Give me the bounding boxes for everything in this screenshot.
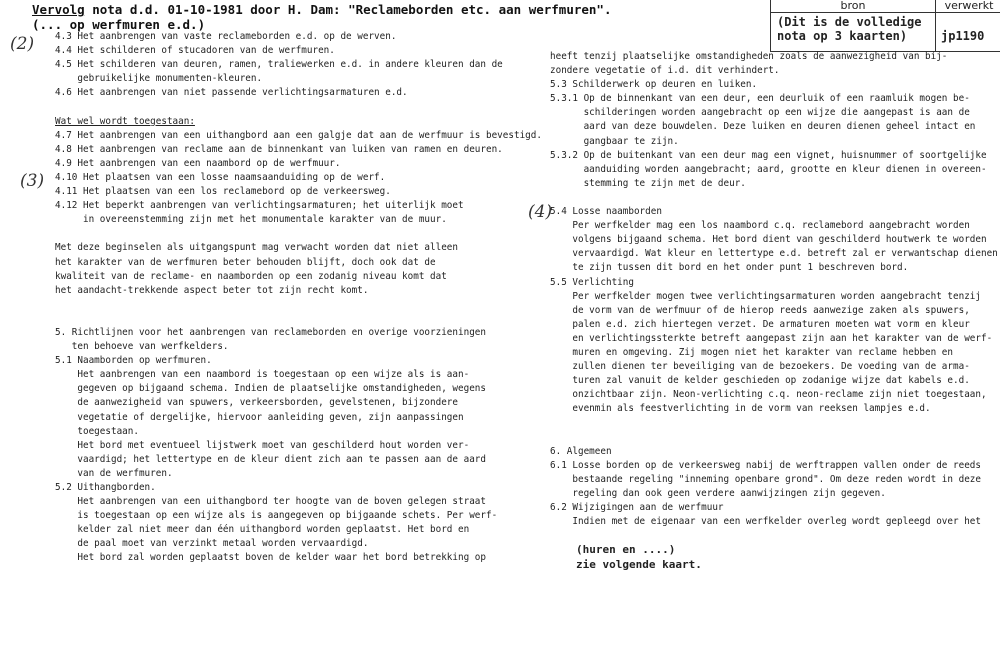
right-column-line: vervaardigd. Wat kleur en lettertype e.d. betreft zal er verwantschap dienen: [550, 248, 998, 260]
left-column-line: Wat wel wordt toegestaan:: [55, 115, 195, 127]
source-box-divider-h: [771, 12, 1000, 13]
source-box-verwerkt-label: verwerkt: [944, 0, 994, 12]
left-column-line: Met deze beginselen als uitgangspunt mag verwacht worden dat niet alleen: [55, 242, 458, 254]
right-column-line: evenmin als feestverlichting in de vorm van reeksen lampjes e.d.: [550, 403, 931, 415]
right-column-line: palen e.d. zich hiertegen verzet. De armaturen moeten wat vorm en kleur: [550, 318, 970, 330]
right-column-line: bestaande regeling "inneming openbare grond". Om deze reden wordt in deze: [550, 473, 981, 485]
left-column-line: [55, 100, 542, 114]
left-column-line: kwaliteit van de reclame- en naamborden op een zodanig niveau komt dat: [55, 270, 447, 282]
left-column-line: [55, 298, 542, 312]
left-column-line: de paal moet van verzinkt metaal worden vervaardigd.: [55, 538, 369, 550]
left-column-line: van de werfmuren.: [55, 467, 173, 479]
left-column: [55, 30, 542, 566]
left-column-line: vegetatie of dergelijke, hiervoor aanleiding geven, zijn aanpassingen: [55, 411, 464, 423]
right-column-line: 6.2 Wijzigingen aan de werfmuur: [550, 502, 724, 513]
closing-line-2: zie volgende kaart.: [576, 558, 702, 571]
handwritten-mark-4: (4): [528, 202, 553, 222]
right-column-line: 5.3.1 Op de binnenkant van een deur, een deurluik of een raamluik mogen be-: [550, 93, 970, 105]
left-column-line: Het bord zal worden geplaatst boven de kelder waar het bord betrekking op: [55, 552, 486, 564]
left-column-line: 4.7 Het aanbrengen van een uithangbord aan een galgje dat aan de werfmuur is bevestigd.: [55, 129, 542, 141]
right-column-line: te zijn tussen dit bord en het onder punt 1 beschreven bord.: [550, 262, 909, 274]
left-column-line: 4.9 Het aanbrengen van een naambord op de werfmuur.: [55, 157, 341, 169]
right-column-line: heeft tenzij plaatselijke omstandigheden zoals de aanwezigheid van bij-: [550, 51, 948, 62]
left-column-line: 4.12 Het beperkt aanbrengen van verlichtingsarmaturen; het uiterlijk moet: [55, 200, 464, 212]
header-subtitle: (... op werfmuren e.d.): [32, 17, 206, 32]
left-column-line: 5. Richtlijnen voor het aanbrengen van reclameborden en overige voorzieningen: [55, 326, 486, 338]
header-vervolg: Vervolg: [32, 2, 85, 17]
closing-line-1: (huren en ....): [576, 543, 676, 556]
right-column-line: regeling dan ook geen verdere aanwijzingen zijn gegeven.: [550, 487, 886, 499]
source-box-bron-label: bron: [840, 0, 866, 12]
left-column-line: de aanwezigheid van spuwers, verkeersborden, gevelstenen, bijzondere: [55, 397, 458, 409]
right-column-line: onzichtbaar zijn. Neon-verlichting c.q. neon-reclame zijn niet toegestaan,: [550, 389, 987, 401]
right-column-line: [550, 191, 998, 205]
right-column: [550, 50, 998, 529]
source-box-code: jp1190: [941, 29, 985, 43]
source-box-divider-v: [935, 0, 936, 51]
right-column-line: Per werfkelder mag een los naambord c.q. reclamebord aangebracht worden: [550, 220, 970, 232]
right-column-line: 5.5 Verlichting: [550, 276, 634, 288]
left-column-line: 4.3 Het aanbrengen van vaste reclameborden e.d. op de werven.: [55, 31, 397, 42]
left-column-line: 5.1 Naamborden op werfmuren.: [55, 355, 212, 367]
right-column-line: [550, 416, 998, 430]
source-line-2: nota op 3 kaarten): [777, 29, 908, 43]
left-column-line: in overeenstemming zijn met het monumentale karakter van de muur.: [55, 214, 447, 226]
right-column-line: 6. Algemeen: [550, 445, 612, 457]
left-column-line: gebruikelijke monumenten-kleuren.: [55, 73, 263, 85]
right-column-line: schilderingen worden aangebracht op een wijze die aangepast is aan de: [550, 107, 970, 119]
left-column-line: het aandacht-trekkende aspect beter tot zijn recht komt.: [55, 284, 369, 296]
left-column-line: 5.2 Uithangborden.: [55, 482, 156, 493]
right-column-line: 5.3 Schilderwerk op deuren en luiken.: [550, 79, 758, 91]
right-column-line: Per werfkelder mogen twee verlichtingsarmaturen worden aangebracht tenzij: [550, 290, 981, 302]
left-column-line: toegestaan.: [55, 425, 139, 437]
right-column-line: gangbaar te zijn.: [550, 135, 679, 147]
left-column-line: Het aanbrengen van een naambord is toegestaan op een wijze als is aan-: [55, 369, 470, 381]
left-column-line: het karakter van de werfmuren beter behouden blijft, doch ook dat de: [55, 256, 436, 268]
right-column-line: turen zal vanuit de kelder geschieden op zodanige wijze dat kabels e.d.: [550, 375, 970, 387]
header-title: nota d.d. 01-10-1981 door H. Dam: "Reclameborden etc. aan werfmuren".: [84, 2, 612, 17]
right-column-line: 6.1 Losse borden op de verkeersweg nabij de werftrappen vallen onder de reeds: [550, 459, 981, 471]
source-box-text: [777, 15, 922, 43]
handwritten-mark-3: (3): [20, 171, 45, 191]
left-column-line: 4.11 Het plaatsen van een los reclamebord op de verkeersweg.: [55, 186, 391, 198]
handwritten-mark-2: (2): [10, 34, 35, 54]
document-header: [32, 2, 611, 32]
right-column-line: en verlichtingssterkte betreft aangepast zijn aan het karakter van de werf-: [550, 332, 993, 344]
right-column-line: Indien met de eigenaar van een werfkelder overleg wordt gepleegd over het: [550, 516, 981, 528]
right-column-line: 5.4 Losse naamborden: [550, 206, 662, 218]
right-column-line: volgens bijgaand schema. Het bord dient van geschilderd houtwerk te worden: [550, 234, 987, 246]
left-column-line: Het aanbrengen van een uithangbord ter hoogte van de boven gelegen straat: [55, 496, 486, 508]
left-column-line: [55, 227, 542, 241]
left-column-line: is toegestaan op een wijze als is aangegeven op bijgaande schets. Per werf-: [55, 510, 498, 522]
left-column-line: gegeven op bijgaand schema. Indien de plaatselijke omstandigheden, wegens: [55, 383, 486, 395]
right-column-line: aard van deze bouwdelen. Deze luiken en deuren dienen geheel intact en: [550, 121, 976, 133]
left-column-line: 4.5 Het schilderen van deuren, ramen, traliewerken e.d. in andere kleuren dan de: [55, 59, 503, 71]
right-column-line: zondere vegetatie of i.d. dit verhindert.: [550, 65, 780, 77]
left-column-line: [55, 312, 542, 326]
left-column-line: 4.8 Het aanbrengen van reclame aan de binnenkant van luiken van ramen en deuren.: [55, 143, 503, 155]
left-column-line: ten behoeve van werfkelders.: [55, 341, 229, 353]
right-column-line: 5.3.2 Op de buitenkant van een deur mag een vignet, huisnummer of soortgelijke: [550, 149, 987, 161]
right-column-line: stemming te zijn met de deur.: [550, 177, 746, 189]
left-column-line: 4.4 Het schilderen of stucadoren van de werfmuren.: [55, 45, 335, 57]
left-column-line: vaardigd; het lettertype en de kleur dient zich aan te passen aan de aard: [55, 453, 486, 465]
left-column-line: Het bord met eventueel lijstwerk moet van geschilderd hout worden ver-: [55, 439, 470, 451]
right-column-line: [550, 431, 998, 445]
source-box: [770, 0, 1000, 52]
right-column-line: aanduiding worden aangebracht; aard, grootte en kleur dienen in overeen-: [550, 163, 987, 175]
source-line-1: (Dit is de volledige: [777, 15, 922, 29]
left-column-line: 4.10 Het plaatsen van een losse naamsaanduiding op de werf.: [55, 171, 386, 183]
left-column-line: kelder zal niet meer dan één uithangbord worden geplaatst. Het bord en: [55, 524, 470, 536]
right-column-line: zullen dienen ter beveiliging van de bezoekers. De voeding van de arma-: [550, 361, 970, 373]
right-column-line: de vorm van de werfmuur of de hierop reeds aanwezige zaken als spuwers,: [550, 304, 970, 316]
right-column-line: muren en omgeving. Zij mogen niet het karakter van reclame hebben en: [550, 346, 953, 358]
left-column-line: 4.6 Het aanbrengen van niet passende verlichtingsarmaturen e.d.: [55, 87, 408, 99]
